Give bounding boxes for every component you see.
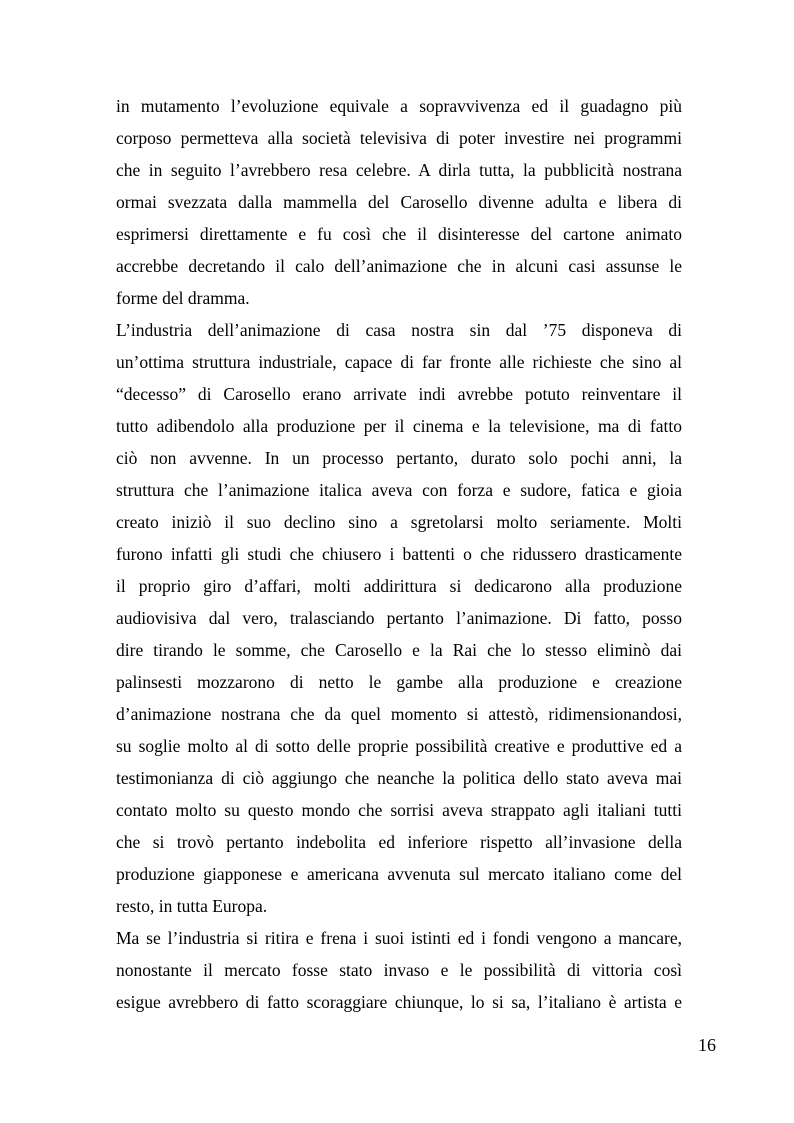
text-line: audiovisiva dal vero, tralasciando pertanto l’animazione. Di fatto, posso (116, 608, 682, 628)
text-line: “decesso” di Carosello erano arrivate indi avrebbe potuto reinventare il (116, 384, 682, 404)
text-line: il proprio giro d’affari, molti addirittura si dedicarono alla produzione (116, 576, 682, 596)
body-text (116, 90, 682, 1018)
text-line: ciò non avvenne. In un processo pertanto, durato solo pochi anni, la (116, 448, 682, 468)
text-line: testimonianza di ciò aggiungo che neanche la politica dello stato aveva mai (116, 768, 682, 788)
text-line: furono infatti gli studi che chiusero i battenti o che ridussero drasticamente (116, 544, 682, 564)
text-line: un’ottima struttura industriale, capace di far fronte alle richieste che sino al (116, 352, 682, 372)
text-line: contato molto su questo mondo che sorrisi aveva strappato agli italiani tutti (116, 800, 682, 820)
text-line: dire tirando le somme, che Carosello e la Rai che lo stesso eliminò dai (116, 640, 682, 660)
text-line: esigue avrebbero di fatto scoraggiare chiunque, lo si sa, l’italiano è artista e (116, 992, 682, 1012)
text-line: su soglie molto al di sotto delle proprie possibilità creative e produttive ed a (116, 736, 682, 756)
text-line: produzione giapponese e americana avvenuta sul mercato italiano come del (116, 864, 682, 884)
text-line: che si trovò pertanto indebolita ed inferiore rispetto all’invasione della (116, 832, 682, 852)
page-number: 16 (698, 1035, 716, 1055)
text-line: resto, in tutta Europa. (116, 896, 268, 916)
text-line: tutto adibendolo alla produzione per il cinema e la televisione, ma di fatto (116, 416, 682, 436)
text-line: L’industria dell’animazione di casa nostra sin dal ’75 disponeva di (116, 320, 682, 340)
text-line: d’animazione nostrana che da quel momento si attestò, ridimensionandosi, (116, 704, 682, 724)
text-line: forme del dramma. (116, 288, 250, 308)
text-line: palinsesti mozzarono di netto le gambe alla produzione e creazione (116, 672, 682, 692)
text-line: corposo permetteva alla società televisiva di poter investire nei programmi (116, 128, 682, 148)
text-line: Ma se l’industria si ritira e frena i suoi istinti ed i fondi vengono a mancare, (116, 928, 682, 948)
text-line: esprimersi direttamente e fu così che il disinteresse del cartone animato (116, 224, 682, 244)
text-line: creato iniziò il suo declino sino a sgretolarsi molto seriamente. Molti (116, 512, 682, 532)
text-line: in mutamento l’evoluzione equivale a sopravvivenza ed il guadagno più (116, 96, 682, 116)
text-line: ormai svezzata dalla mammella del Carosello divenne adulta e libera di (116, 192, 682, 212)
text-line: accrebbe decretando il calo dell’animazione che in alcuni casi assunse le (116, 256, 682, 276)
text-line: che in seguito l’avrebbero resa celebre. A dirla tutta, la pubblicità nostrana (116, 160, 682, 180)
text-line: nonostante il mercato fosse stato invaso e le possibilità di vittoria così (116, 960, 682, 980)
text-line: struttura che l’animazione italica aveva con forza e sudore, fatica e gioia (116, 480, 682, 500)
